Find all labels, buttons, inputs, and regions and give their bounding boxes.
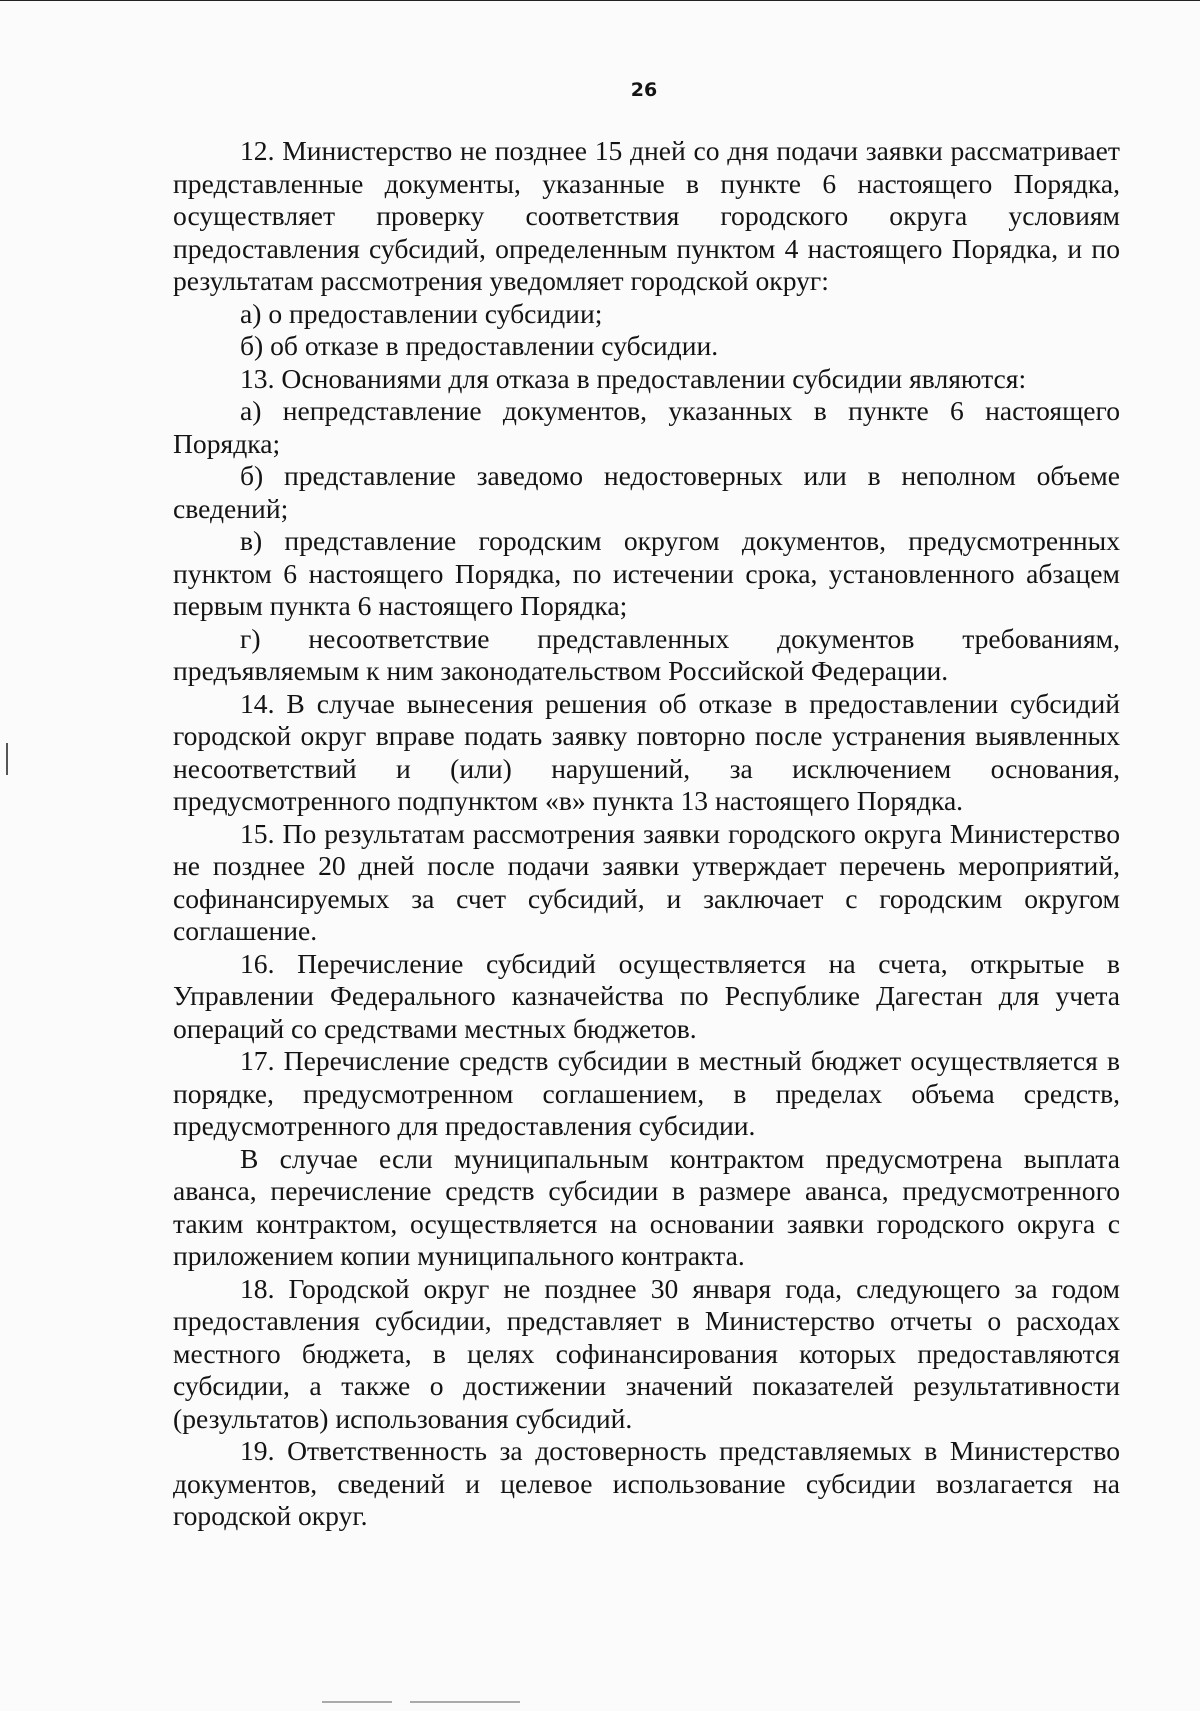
paragraph-13-item-b: б) представление заведомо недостоверных или в неполном объеме сведений; [173, 460, 1120, 524]
scan-binding-mark [6, 743, 8, 775]
paragraph-13: 13. Основаниями для отказа в предоставлении субсидии являются: [240, 362, 1027, 394]
paragraph-13-item-a: а) непредставление документов, указанных в пункте 6 настоящего Порядка; [173, 395, 1120, 459]
document-body [173, 135, 1120, 1533]
paragraph-12-item-b: б) об отказе в предоставлении субсидии. [240, 330, 719, 361]
paragraph-13-item-g: г) несоответствие представленных документов требованиям, предъявляемым к ним законодательством Российской Федерации. [173, 622, 1120, 686]
paragraph-18: 18. Городской округ не позднее 30 января года, следующего за годом предоставления субсидии, представляет в Министерство отчеты о расходах местного бюджета, в целях софинансирования которых предоставляются субсидии, а также о достижении значений показателей результативности (результатов) использования субсидий. [173, 1272, 1120, 1434]
paragraph-17-advance: В случае если муниципальным контрактом предусмотрена выплата аванса, перечисление средств субсидии в размере аванса, предусмотренного таким контрактом, осуществляется на основании заявки городского округа с приложением копии муниципального контракта. [173, 1142, 1120, 1271]
page-number: 26 [630, 79, 658, 101]
scan-speck [410, 1701, 520, 1703]
scan-speck [322, 1701, 392, 1703]
paragraph-14: 14. В случае вынесения решения об отказе в предоставлении субсидий городской округ вправе подать заявку повторно после устранения выявленных несоответствий и (или) нарушений, за исключением основания, предусмотренного подпунктом «в» пункта 13 настоящего Порядка. [173, 687, 1120, 816]
paragraph-16: 16. Перечисление субсидий осуществляется на счета, открытые в Управлении Федерального казначейства по Республике Дагестан для учета операций со средствами местных бюджетов. [173, 947, 1120, 1044]
paragraph-19: 19. Ответственность за достоверность представляемых в Министерство документов, сведений и целевое использование субсидии возлагается на городской округ. [173, 1435, 1120, 1531]
paragraph-13-item-v: в) представление городским округом документов, предусмотренных пунктом 6 настоящего Порядка, по истечении срока, установленного абзацем первым пункта 6 настоящего Порядка; [173, 525, 1120, 621]
paragraph-12-item-a: а) о предоставлении субсидии; [240, 297, 603, 329]
paragraph-15: 15. По результатам рассмотрения заявки городского округа Министерство не позднее 20 дней после подачи заявки утверждает перечень мероприятий, софинансируемых за счет субсидий, и заключает с городским округом соглашение. [173, 817, 1120, 946]
paragraph-17: 17. Перечисление средств субсидии в местный бюджет осуществляется в порядке, предусмотренном соглашением, в пределах объема средств, предусмотренного для предоставления субсидии. [173, 1045, 1120, 1141]
paragraph-12: 12. Министерство не позднее 15 дней со дня подачи заявки рассматривает представленные документы, указанные в пункте 6 настоящего Порядка, осуществляет проверку соответствия городского округа условиям предоставления субсидий, определенным пунктом 4 настоящего Порядка, и по результатам рассмотрения уведомляет городской округ: [173, 135, 1120, 296]
